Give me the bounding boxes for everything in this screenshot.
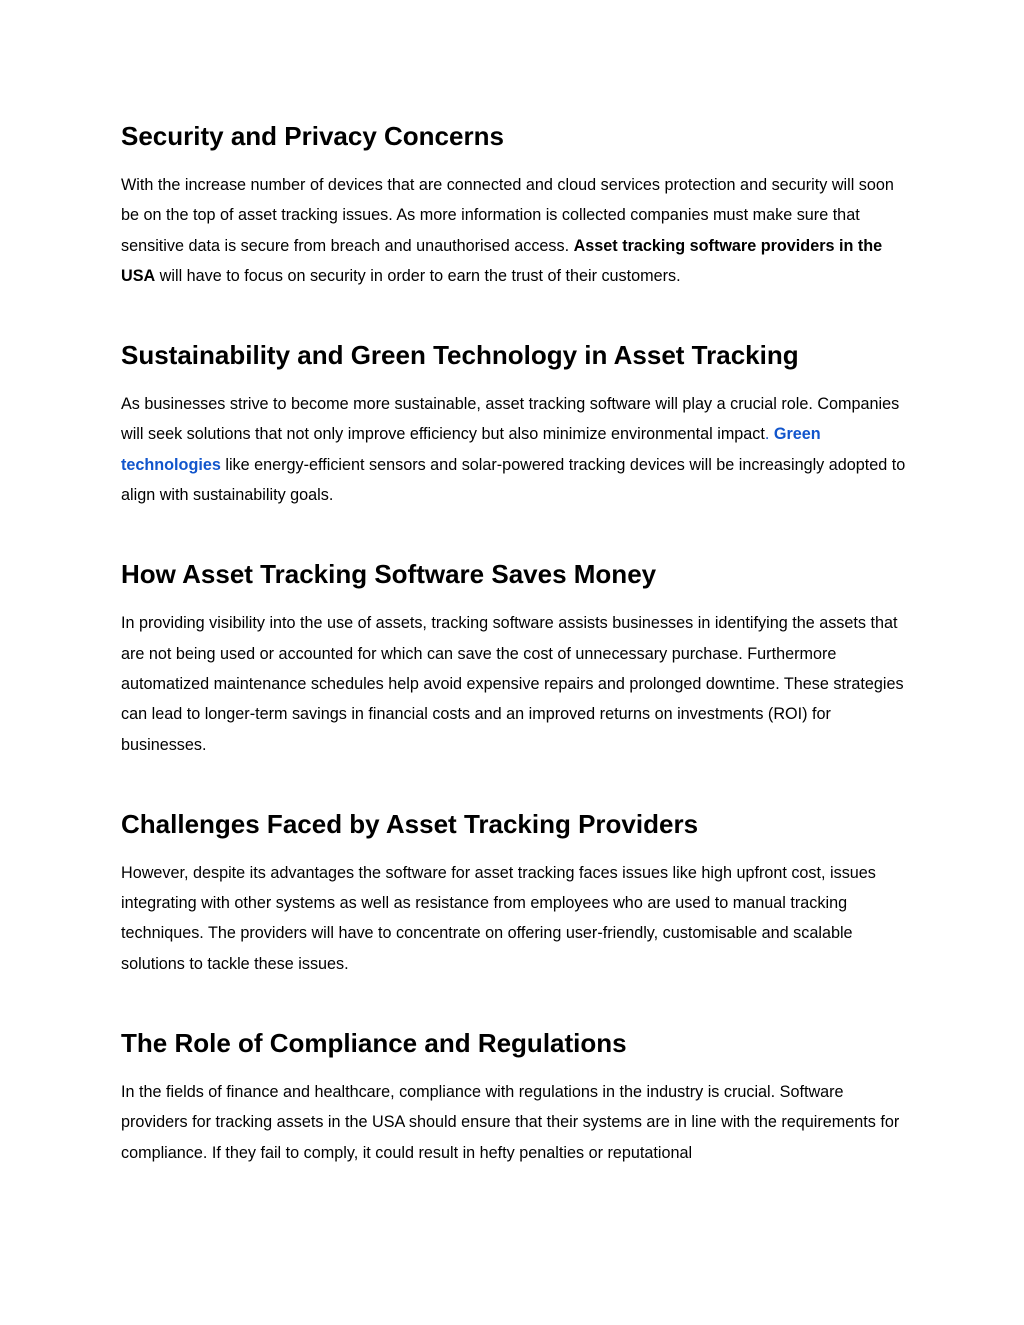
- bold-text-asset-tracking-providers: Asset tracking software providers in the USA: [121, 236, 883, 285]
- paragraph-security-privacy: [121, 170, 911, 291]
- paragraph-text: will have to focus on security in order to earn the trust of their customers.: [155, 266, 681, 285]
- paragraph-sustainability: [121, 389, 911, 510]
- heading-challenges: Challenges Faced by Asset Tracking Providers: [121, 808, 699, 839]
- link-dot: .: [764, 425, 770, 444]
- heading-saves-money: How Asset Tracking Software Saves Money: [121, 559, 657, 590]
- paragraph-text: like energy-efficient sensors and solar-powered tracking devices will be increasingly adopted to align with sustainability goals.: [121, 455, 906, 505]
- paragraph-compliance: In the fields of finance and healthcare, compliance with regulations in the industry is crucial. Software providers for tracking assets in the USA should ensure that their systems are in line with the requirements for compliance. If they fail to comply, it could result in hefty penalties or reputational: [121, 1083, 900, 1162]
- heading-compliance: The Role of Compliance and Regulations: [121, 1028, 627, 1059]
- paragraph-saves-money: In providing visibility into the use of assets, tracking software assists businesses in identifying the assets that are not being used or accounted for which can save the cost of unnecessary purchase. Furthermore automatized maintenance schedules help avoid expensive repairs and prolonged downtime. These strategies can lead to longer-term savings in financial costs and an improved returns on investments (ROI) for businesses.: [121, 614, 904, 754]
- paragraph-text: With the increase number of devices that are connected and cloud services protection and security will soon be on the top of asset tracking issues. As more information is collected companies must make sure that sensitive data is secure from breach and unauthorised access.: [121, 176, 894, 255]
- paragraph-text: As businesses strive to become more sustainable, asset tracking software will play a crucial role. Companies will seek solutions that not only improve efficiency but also minimize environmental impact: [121, 395, 900, 444]
- heading-security-privacy: Security and Privacy Concerns: [121, 121, 504, 151]
- paragraph-challenges: However, despite its advantages the software for asset tracking faces issues like high upfront cost, issues integrating with other systems as well as resistance from employees who are used to manual tracking techniques. The providers will have to concentrate on offering user-friendly, customisable and scalable solutions to tackle these issues.: [121, 863, 876, 973]
- document-page: [121, 112, 911, 1208]
- heading-sustainability: Sustainability and Green Technology in Asset Tracking: [121, 340, 799, 371]
- green-technologies-link[interactable]: Green technologies: [121, 425, 821, 474]
